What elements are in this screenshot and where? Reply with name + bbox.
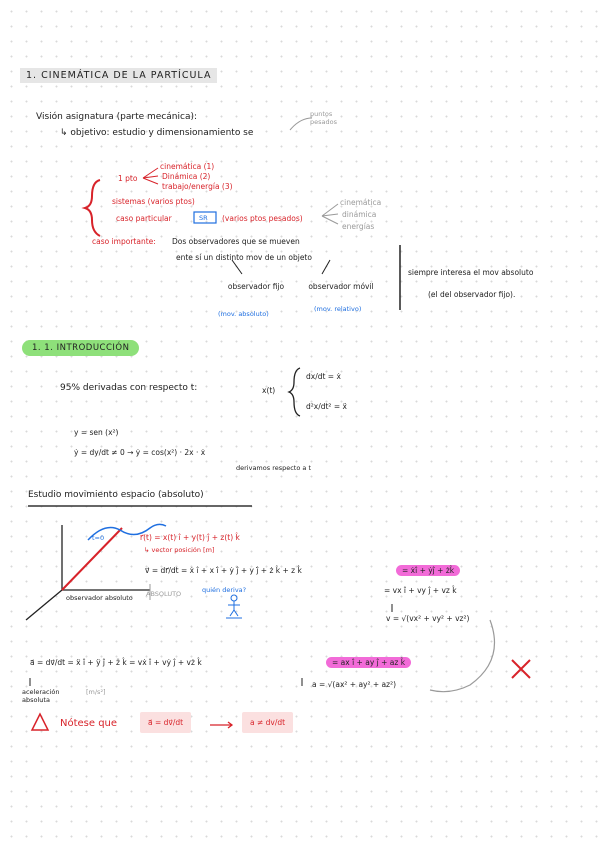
tree-branch-2: Dinámica (2) (162, 172, 211, 181)
notese-neq: a ≠ dv/dt (242, 712, 293, 733)
obs-fijo-note: (mov. absoluto) (218, 310, 269, 318)
obs-arrows (232, 260, 330, 274)
r-note: ↳ vector posición [m] (144, 546, 215, 554)
a-modulus: a = √(ax² + ay² + az²) (312, 680, 397, 689)
quien-deriva: quién deriva? (202, 586, 247, 594)
tree-right-2: dinámica (342, 210, 377, 219)
v-modulus: v = √(vx² + vy² + vz²) (386, 614, 470, 623)
tree-sistemas: sistemas (varios ptos) (112, 197, 195, 206)
side-note-1: siempre interesa el mov absoluto (408, 268, 534, 277)
tree-right-3: energías (342, 222, 375, 231)
tree-varios: (varios ptos pesados) (222, 214, 303, 223)
tree-sr: SR (199, 214, 208, 222)
tree-branch-3: trabajo/energía (3) (162, 182, 233, 191)
tree-branch-1: cinemática (1) (160, 162, 215, 171)
obs-movil: observador móvil (308, 282, 374, 291)
deriv-brace (289, 368, 300, 416)
section-title: 1. CINEMÁTICA DE LA PARTÍCULA (20, 68, 217, 83)
tree-pto: 1 pto (118, 174, 138, 183)
a-units: [m/s²] (86, 688, 106, 696)
red-brace (85, 180, 100, 236)
y-eq-1: y = sen (x²) (74, 428, 119, 437)
a-note: aceleración absoluta (22, 688, 60, 704)
side-note-2: (el del observador fijo). (428, 290, 516, 299)
a-pink: = ax î + ay ĵ + az k̂ (326, 657, 411, 668)
y-eq-2: ẏ = dy/dt ≠ 0 → ẏ = cos(x²) · 2x · ẋ (74, 448, 206, 457)
intro-line2: ↳ objetivo: estudio y dimensionamiento se (60, 128, 254, 138)
warning-triangle (32, 714, 48, 730)
subsection-title: 1. 1. INTRODUCCIÓN (22, 340, 139, 356)
gray-arrows (322, 204, 338, 224)
notese-eq: a⃗ = dv⃗/dt (140, 712, 191, 733)
intro-line1: Visión asignatura (parte mecánica): (36, 112, 198, 122)
v-pink: = ẋî + ẏĵ + żk̂ (396, 565, 460, 576)
red-cross (512, 660, 530, 678)
derivadas-text: 95% derivadas con respecto t: (60, 383, 198, 393)
tree-right-1: cinemática (340, 198, 382, 207)
obs-movil-note: (mov. relativo) (314, 305, 362, 313)
caso-importante-label: caso importante: (92, 237, 156, 246)
notese-label: Nótese que (60, 718, 118, 729)
a-equation: a⃗ = dv⃗/dt = ẍ î + ÿ ĵ + z̈ k̂ = vẋ î + vẏ ĵ + vż k̂ (30, 658, 202, 667)
v-equation: v⃗ = dr⃗/dt = ẋ î + x î̇ + ẏ ĵ + y ĵ̇ + ż k̂ + z k̂̇ (145, 566, 302, 575)
estudio-title: Estudio movimiento espacio (absoluto) (28, 490, 204, 500)
observer-label: observador absoluto (66, 594, 133, 602)
caso-importante-text2: ente sí un distinto mov de un objeto (176, 253, 312, 262)
absoluto-label: ABSOLUTO (146, 590, 182, 598)
note-puntos-pesados: puntos pesados (310, 110, 337, 126)
derivadas-d1: dx/dt = ẋ (306, 372, 341, 381)
gray-return-arrow (430, 620, 495, 692)
observer-figure (226, 595, 242, 618)
derivadas-d2: d²x/dt² = ẍ (306, 402, 347, 411)
caso-importante-text1: Dos observadores que se mueven (172, 237, 300, 246)
v-components: = vx î + vy ĵ + vz k̂ (384, 586, 457, 595)
pto-arrows (143, 168, 158, 184)
t0-label: t=0 (92, 534, 105, 542)
r-equation: r⃗(t) = x(t) î + y(t) ĵ + z(t) k̂ (140, 533, 240, 542)
derivadas-xt: x(t) (262, 386, 276, 395)
gray-curve (290, 118, 312, 130)
down-arrows (30, 604, 392, 686)
y-note: derivamos respecto a t (236, 464, 311, 472)
tree-caso-particular: caso particular (116, 214, 172, 223)
axis-x (26, 590, 62, 620)
obs-fijo: observador fijo (227, 282, 285, 291)
